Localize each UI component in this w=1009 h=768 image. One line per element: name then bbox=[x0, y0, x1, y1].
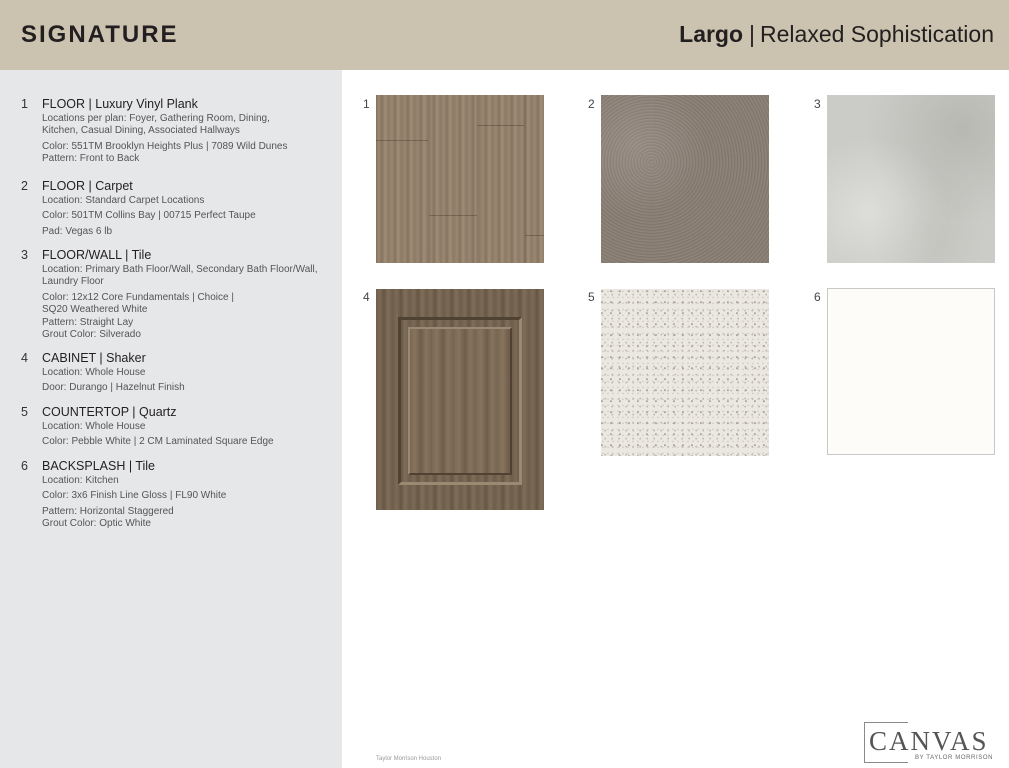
header-bar bbox=[0, 0, 1009, 70]
swatch-number: 4 bbox=[363, 290, 370, 304]
spec-detail-line: Color: 12x12 Core Fundamentals | Choice | bbox=[42, 291, 234, 303]
spec-details bbox=[42, 475, 332, 531]
spec-detail-line: Door: Durango | Hazelnut Finish bbox=[42, 382, 185, 394]
swatch-carpet bbox=[601, 95, 769, 263]
spec-details bbox=[42, 367, 332, 395]
spec-heading: CABINET | Shaker bbox=[42, 351, 146, 365]
spec-detail-line: Color: Pebble White | 2 CM Laminated Square Edge bbox=[42, 436, 274, 448]
spec-heading: FLOOR | Carpet bbox=[42, 179, 133, 193]
swatch-number: 6 bbox=[814, 290, 821, 304]
spec-number: 1 bbox=[21, 97, 28, 111]
spec-detail-line: Kitchen, Casual Dining, Associated Hallways bbox=[42, 125, 240, 137]
plan-name: Largo bbox=[679, 21, 744, 47]
spec-detail-line: SQ20 Weathered White bbox=[42, 304, 148, 316]
spec-details bbox=[42, 421, 332, 449]
swatch-luxury-vinyl-plank bbox=[376, 95, 544, 263]
swatch-number: 2 bbox=[588, 97, 595, 111]
spec-details bbox=[42, 264, 332, 341]
plank-seam bbox=[376, 140, 428, 141]
spec-detail-line: Location: Whole House bbox=[42, 421, 146, 432]
spec-detail-line: Color: 3x6 Finish Line Gloss | FL90 White bbox=[42, 490, 227, 502]
swatch-cabinet-door bbox=[376, 289, 544, 510]
spec-detail-line: Pad: Vegas 6 lb bbox=[42, 225, 113, 237]
spec-number: 4 bbox=[21, 351, 28, 365]
swatch-quartz bbox=[601, 289, 769, 456]
spec-detail-line: Pattern: Horizontal Staggered bbox=[42, 505, 174, 517]
spec-heading: COUNTERTOP | Quartz bbox=[42, 405, 177, 419]
spec-detail-line: Grout Color: Silverado bbox=[42, 329, 141, 341]
spec-detail-line: Color: 501TM Collins Bay | 00715 Perfect Taupe bbox=[42, 210, 256, 222]
logo-byline: BY TAYLOR MORRISON bbox=[915, 755, 994, 761]
plan-title bbox=[679, 21, 994, 48]
spec-detail-line: Pattern: Straight Lay bbox=[42, 316, 134, 328]
spec-details bbox=[42, 195, 332, 238]
spec-detail-line: Location: Primary Bath Floor/Wall, Secondary Bath Floor/Wall, bbox=[42, 264, 318, 275]
spec-heading: BACKSPLASH | Tile bbox=[42, 459, 156, 473]
spec-detail-line: Locations per plan: Foyer, Gathering Room, Dining, bbox=[42, 113, 270, 124]
spec-detail-line: Laundry Floor bbox=[42, 276, 104, 288]
spec-detail-line: Location: Standard Carpet Locations bbox=[42, 195, 205, 206]
brand-title: SIGNATURE bbox=[21, 21, 179, 48]
spec-heading: FLOOR/WALL | Tile bbox=[42, 248, 152, 262]
title-separator: | bbox=[749, 21, 756, 47]
swatch-number: 1 bbox=[363, 97, 370, 111]
plank-seam bbox=[525, 235, 544, 236]
collection-name: Relaxed Sophistication bbox=[760, 21, 994, 47]
spec-number: 2 bbox=[21, 179, 28, 193]
spec-number: 5 bbox=[21, 405, 28, 419]
door-panel bbox=[408, 327, 512, 475]
swatch-number: 3 bbox=[814, 97, 821, 111]
spec-detail-line: Location: Whole House bbox=[42, 367, 146, 378]
footer-credit: Taylor Morrison Houston bbox=[376, 756, 442, 762]
spec-detail-line: Pattern: Front to Back bbox=[42, 153, 140, 165]
spec-detail-line: Grout Color: Optic White bbox=[42, 518, 151, 530]
swatch-backsplash-tile bbox=[827, 288, 995, 455]
plank-seam bbox=[429, 215, 477, 216]
canvas-logo bbox=[864, 722, 995, 763]
spec-detail-line: Color: 551TM Brooklyn Heights Plus | 7089 Wild Dunes bbox=[42, 140, 288, 152]
spec-details bbox=[42, 113, 332, 166]
swatch-tile bbox=[827, 95, 995, 263]
plank-seam bbox=[477, 125, 524, 126]
spec-number: 3 bbox=[21, 248, 28, 262]
logo-wordmark: CANVAS bbox=[869, 726, 989, 756]
swatch-number: 5 bbox=[588, 290, 595, 304]
spec-detail-line: Location: Kitchen bbox=[42, 475, 119, 486]
spec-number: 6 bbox=[21, 459, 28, 473]
spec-heading: FLOOR | Luxury Vinyl Plank bbox=[42, 97, 198, 111]
spec-sidebar bbox=[0, 70, 342, 768]
